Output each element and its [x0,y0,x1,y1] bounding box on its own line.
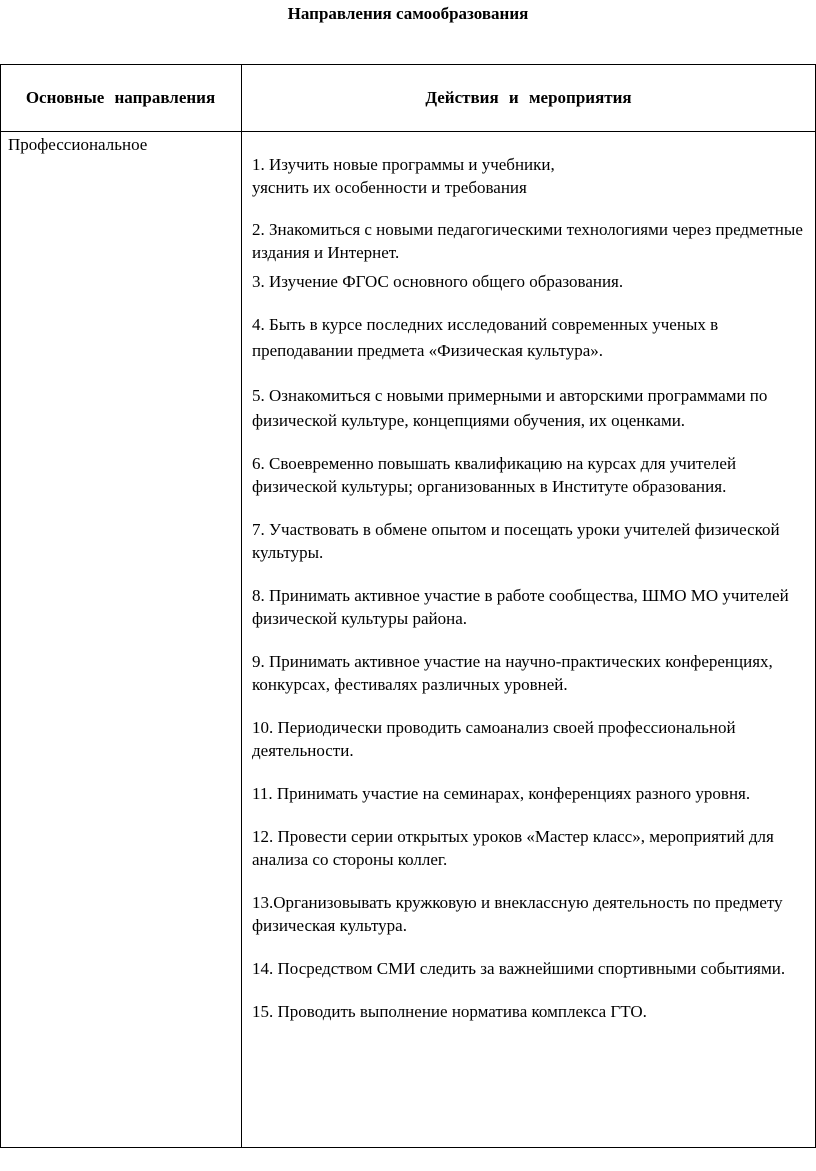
header-divider [0,131,816,132]
action-item-4: 4. Быть в курсе последних исследований современных ученых в преподавании предмета «Физическая культура». [252,315,719,360]
action-item-6: 6. Своевременно повышать квалификацию на курсах для учителей физической культуры; организованных в Институте образования. [252,454,737,496]
action-item-10: 10. Периодически проводить самоанализ своей профессиональной деятельности. [252,718,736,760]
header-actions: Действия и мероприятия [425,88,632,107]
action-item-11: 11. Принимать участие на семинарах, конференциях разного уровня. [252,784,751,803]
action-item-12: 12. Провести серии открытых уроков «Мастер класс», мероприятий для анализа со стороны коллег. [252,827,774,869]
header-directions: Основные направления [25,88,216,107]
direction-cell: Профессиональное [8,135,148,154]
action-item-1: 1. Изучить новые программы и учебники, уяснить их особенности и требования [252,155,555,197]
document-title: Направления самообразования [287,4,529,23]
action-item-9: 9. Принимать активное участие на научно-практических конференциях, конкурсах, фестивалях различных уровней. [252,652,773,694]
table-border-left [0,65,1,1147]
action-item-13: 13.Организовывать кружковую и внеклассную деятельность по предмету физическая культура. [252,893,783,935]
action-item-8: 8. Принимать активное участие в работе сообщества, ШМО МО учителей физической культуры района. [252,586,789,628]
actions-list [252,153,812,1023]
action-item-3: 3. Изучение ФГОС основного общего образования. [252,272,624,291]
self-education-table [0,64,816,1148]
action-item-5: 5. Ознакомиться с новыми примерными и авторскими программами по физической культуре, концепциями обучения, их оценками. [252,386,768,430]
action-item-2: 2. Знакомиться с новыми педагогическими технологиями через предметные издания и Интернет. [252,220,803,262]
column-divider [241,65,242,1147]
action-item-15: 15. Проводить выполнение норматива комплекса ГТО. [252,1002,647,1021]
action-item-7: 7. Участвовать в обмене опытом и посещать уроки учителей физической культуры. [252,520,780,562]
action-item-14: 14. Посредством СМИ следить за важнейшими спортивными событиями. [252,959,786,978]
